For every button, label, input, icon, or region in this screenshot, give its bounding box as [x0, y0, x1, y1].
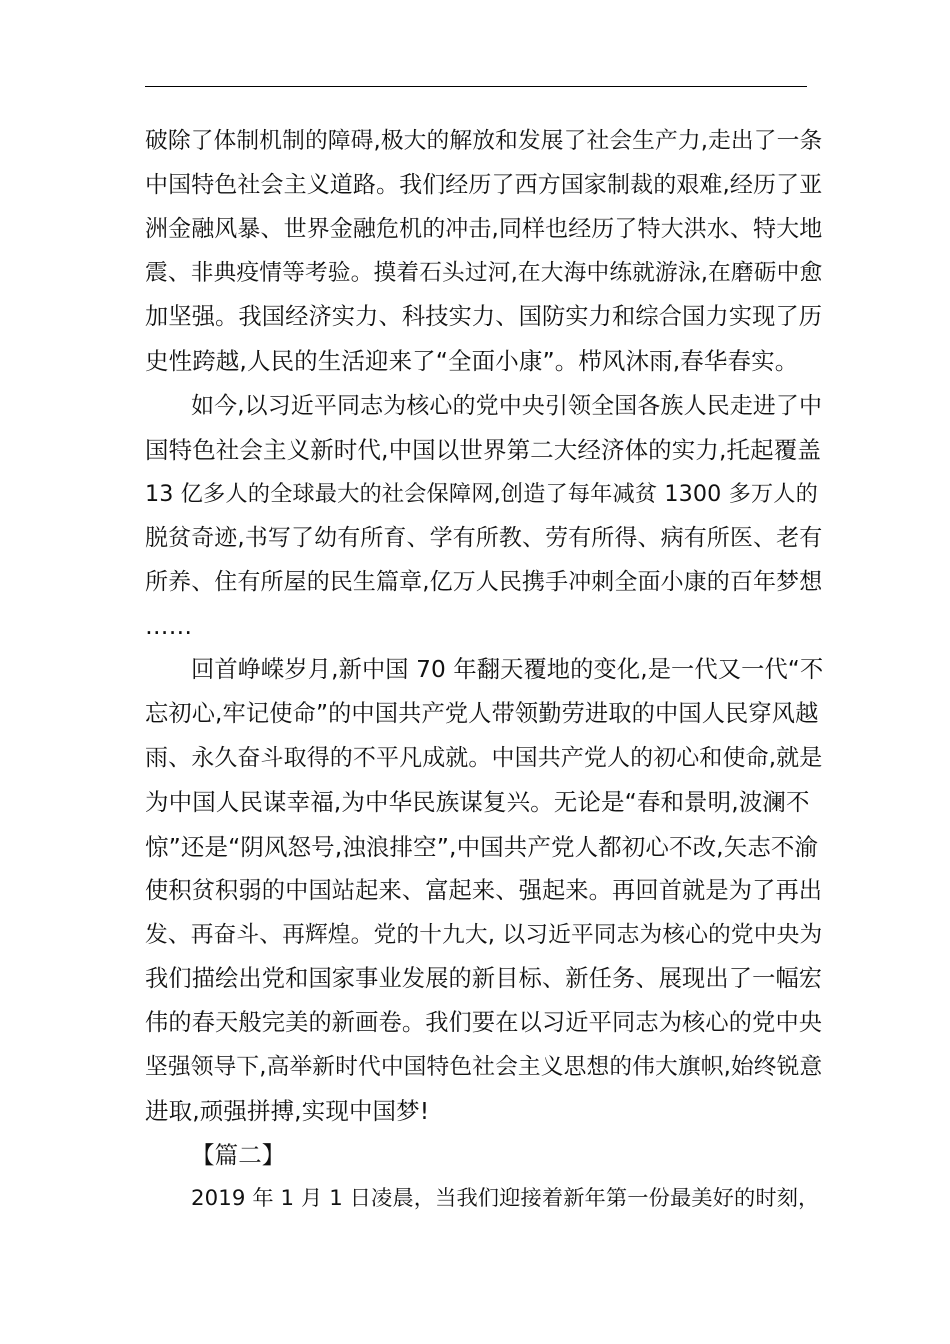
- text-line: 我们描绘出党和国家事业发展的新目标、新任务、展现出了一幅宏: [145, 964, 823, 992]
- body-text: [145, 119, 825, 1221]
- text-line: 为中国人民谋幸福,为中华民族谋复兴。无论是“春和景明,波澜不: [145, 788, 810, 817]
- text-line: 所养、住有所屋的民生篇章,亿万人民携手冲刺全面小康的百年梦想: [145, 568, 823, 595]
- paragraph-start-line: 如今,以习近平同志为核心的党中央引领全国各族人民走进了中: [191, 392, 823, 419]
- text-line: 13 亿多人的全球最大的社会保障网,创造了每年减贫 1300 多万人的: [145, 480, 818, 507]
- text-line: 坚强领导下,高举新时代中国特色社会主义思想的伟大旗帜,始终锐意: [145, 1053, 823, 1080]
- text-line: ……: [145, 612, 193, 641]
- text-line: 震、非典疫情等考验。摸着石头过河,在大海中练就游泳,在磨砺中愈: [145, 260, 823, 287]
- header-rule: [145, 86, 807, 87]
- text-line: 加坚强。我国经济实力、科技实力、国防实力和综合国力实现了历: [145, 303, 823, 331]
- text-line: 使积贫积弱的中国站起来、富起来、强起来。再回首就是为了再出: [145, 876, 823, 904]
- text-line: 洲金融风暴、世界金融危机的冲击,同样也经历了特大洪水、特大地: [145, 216, 823, 243]
- text-line: 脱贫奇迹,书写了幼有所育、学有所教、劳有所得、病有所医、老有: [145, 524, 823, 551]
- paragraph-start-line: 2019 年 1 月 1 日凌晨，当我们迎接着新年第一份最美好的时刻，: [191, 1186, 820, 1212]
- section-heading: 【篇二】: [191, 1141, 286, 1170]
- text-line: 进取,顽强拼搏,实现中国梦!: [145, 1097, 430, 1126]
- paragraph-start-line: 回首峥嵘岁月,新中国 70 年翻天覆地的变化,是一代又一代“不: [191, 656, 824, 684]
- text-line: 史性跨越,人民的生活迎来了“全面小康”。栉风沐雨,春华春实。: [145, 347, 799, 376]
- text-line: 雨、永久奋斗取得的不平凡成就。中国共产党人的初心和使命,就是: [145, 745, 823, 772]
- text-line: 发、再奋斗、再辉煌。党的十九大, 以习近平同志为核心的党中央为: [145, 921, 823, 948]
- text-line: 忘初心,牢记使命”的中国共产党人带领勤劳进取的中国人民穿风越: [145, 700, 819, 728]
- text-line: 惊”还是“阴风怒号,浊浪排空”,中国共产党人都初心不改,矢志不渝: [145, 832, 819, 861]
- text-line: 国特色社会主义新时代,中国以世界第二大经济体的实力,托起覆盖: [145, 435, 821, 464]
- text-line: 伟的春天般完美的新画卷。我们要在以习近平同志为核心的党中央: [145, 1008, 823, 1036]
- text-line: 中国特色社会主义道路。我们经历了西方国家制裁的艰难,经历了亚: [145, 172, 823, 199]
- text-line: 破除了体制机制的障碍,极大的解放和发展了社会生产力,走出了一条: [145, 128, 823, 154]
